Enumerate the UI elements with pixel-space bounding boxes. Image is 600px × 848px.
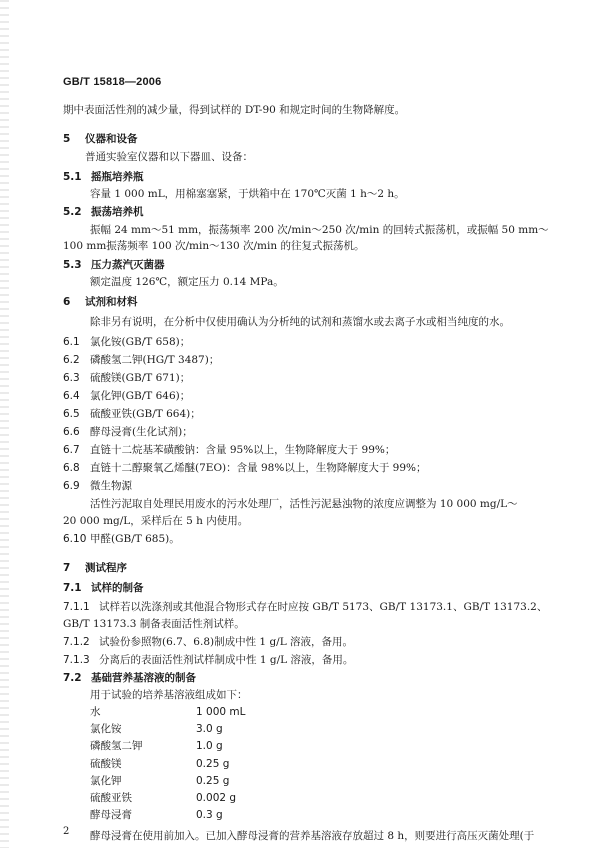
section-5-1-title: 摇瓶培养瓶 — [91, 171, 144, 183]
section-7-title: 测试程序 — [85, 562, 127, 574]
section-7-heading — [63, 562, 127, 575]
clause-text: 试验份参照物(6.7、6.8)制成中性 1 g/L 溶液，备用。 — [99, 636, 354, 648]
component-name: 氯化钾 — [90, 774, 122, 787]
continued-paragraph: 期中表面活性剂的减少量，得到试样的 DT-90 和规定时间的生物降解度。 — [63, 104, 406, 116]
clause-text: 试样若以洗涤剂或其他混合物形式存在时应按 GB/T 5173、GB/T 13173.1、GB/T 13173.2、 — [99, 601, 548, 613]
nutrient-medium-table — [90, 704, 245, 824]
section-5-3-number: 5.3 — [63, 259, 82, 271]
list-item-6-8 — [63, 462, 427, 475]
section-6-heading — [63, 296, 138, 309]
table-row — [90, 738, 245, 755]
section-7-2-heading — [63, 672, 196, 685]
list-item-number: 6.4 — [63, 390, 80, 402]
clause-number: 7.1.2 — [63, 636, 90, 648]
section-5-title: 仪器和设备 — [85, 133, 138, 145]
list-item-6-3 — [63, 372, 190, 385]
scan-edge-artifact — [0, 0, 9, 848]
component-name: 水 — [90, 706, 101, 719]
list-item-text: 直链十二醇聚氧乙烯醚(7EO)：含量 98%以上，生物降解度大于 99%； — [90, 462, 427, 474]
list-item-text: 直链十二烷基苯磺酸钠：含量 95%以上，生物降解度大于 99%； — [90, 444, 396, 456]
section-5-intro: 普通实验室仪器和以下器皿、设备： — [85, 151, 253, 163]
section-6-number: 6 — [63, 296, 71, 308]
list-item-text: 酵母浸膏(生化试剂)； — [90, 426, 193, 438]
section-5-1-number: 5.1 — [63, 171, 82, 183]
section-5-2-title: 振荡培养机 — [91, 206, 144, 218]
list-item-text: 硫酸亚铁(GB/T 664)； — [90, 408, 201, 420]
list-item-text: 微生物源 — [90, 480, 132, 492]
list-item-number: 6.8 — [63, 462, 80, 474]
list-item-number: 6.10 — [63, 533, 87, 545]
component-name: 硫酸亚铁 — [90, 791, 132, 804]
section-7-2-note: 酵母浸膏在使用前加入。已加入酵母浸膏的营养基溶液存放超过 8 h，则要进行高压灭菌处理(于 — [90, 830, 535, 842]
section-6-title: 试剂和材料 — [85, 296, 138, 308]
section-7-1-title: 试样的制备 — [91, 582, 144, 594]
list-item-text: 甲醛(GB/T 685)。 — [90, 533, 180, 545]
list-item-6-7 — [63, 444, 395, 457]
section-7-1-3 — [63, 654, 353, 667]
section-7-2-title: 基础营养基溶液的制备 — [91, 672, 196, 684]
section-7-1-1-line1 — [63, 601, 547, 614]
list-item-number: 6.5 — [63, 408, 80, 420]
section-6-9-text-line2: 20 000 mg/L，采样后在 5 h 内使用。 — [63, 515, 249, 527]
section-5-2-text-line2: 100 mm振荡频率 100 次/min～130 次/min 的往复式振荡机。 — [63, 240, 365, 252]
component-name: 磷酸氢二钾 — [90, 740, 143, 753]
section-5-heading — [63, 133, 138, 146]
section-5-1-text: 容量 1 000 mL，用棉塞塞紧，于烘箱中在 170℃灭菌 1 h～2 h。 — [90, 188, 405, 200]
list-item-text: 硫酸镁(GB/T 671)； — [90, 372, 191, 384]
list-item-6-9 — [63, 480, 132, 493]
section-7-1-1-line2: GB/T 13173.3 制备表面活性剂试样。 — [63, 618, 245, 630]
component-amount: 0.002 g — [196, 791, 237, 804]
section-6-intro: 除非另有说明，在分析中仅使用确认为分析纯的试剂和蒸馏水或去离子水或相当纯度的水。 — [90, 316, 510, 328]
list-item-6-2 — [63, 354, 219, 367]
list-item-text: 氯化铵(GB/T 658)； — [90, 336, 191, 348]
table-row — [90, 773, 245, 790]
list-item-number: 6.2 — [63, 354, 80, 366]
section-7-2-intro: 用于试验的培养基溶液组成如下： — [90, 689, 248, 701]
component-amount: 0.25 g — [196, 774, 230, 787]
component-amount: 0.3 g — [196, 809, 223, 822]
section-7-1-number: 7.1 — [63, 582, 82, 594]
component-amount: 1.0 g — [196, 740, 223, 753]
table-row — [90, 790, 245, 807]
list-item-number: 6.7 — [63, 444, 80, 456]
component-amount: 1 000 mL — [196, 706, 246, 719]
list-item-6-6 — [63, 426, 193, 439]
section-5-2-text-line1: 振幅 24 mm～51 mm，振荡频率 200 次/min～250 次/min 的回转式振荡机，或振幅 50 mm～ — [90, 224, 549, 236]
list-item-number: 6.1 — [63, 336, 80, 348]
page-number: 2 — [63, 826, 70, 837]
list-item-number: 6.3 — [63, 372, 80, 384]
section-5-2-heading — [63, 206, 144, 219]
list-item-number: 6.6 — [63, 426, 80, 438]
component-name: 氯化铵 — [90, 723, 122, 736]
section-7-number: 7 — [63, 562, 71, 574]
list-item-number: 6.9 — [63, 480, 80, 492]
clause-number: 7.1.1 — [63, 601, 90, 613]
clause-text: 分离后的表面活性剂试样制成中性 1 g/L 溶液，备用。 — [99, 654, 354, 666]
standard-code-header: GB/T 15818—2006 — [63, 76, 162, 88]
list-item-text: 氯化钾(GB/T 646)； — [90, 390, 191, 402]
section-6-9-text-line1: 活性污泥取自处理民用废水的污水处理厂，活性污泥悬浊物的浓度应调整为 10 000 mg/L～ — [90, 498, 518, 510]
section-7-2-number: 7.2 — [63, 672, 82, 684]
list-item-text: 磷酸氢二钾(HG/T 3487)； — [90, 354, 220, 366]
component-amount: 3.0 g — [196, 723, 223, 736]
component-name: 酵母浸膏 — [90, 809, 132, 822]
clause-number: 7.1.3 — [63, 654, 90, 666]
list-item-6-1 — [63, 336, 190, 349]
component-name: 硫酸镁 — [90, 757, 122, 770]
list-item-6-10 — [63, 533, 180, 546]
section-5-2-number: 5.2 — [63, 206, 82, 218]
table-row — [90, 704, 245, 721]
table-row — [90, 721, 245, 738]
list-item-6-4 — [63, 390, 190, 403]
component-amount: 0.25 g — [196, 757, 230, 770]
section-5-3-text: 额定温度 126℃，额定压力 0.14 MPa。 — [90, 276, 284, 288]
table-row — [90, 756, 245, 773]
table-row — [90, 807, 245, 824]
list-item-6-5 — [63, 408, 201, 421]
section-5-3-title: 压力蒸汽灭菌器 — [91, 259, 165, 271]
section-5-3-heading — [63, 259, 165, 272]
section-7-1-heading — [63, 582, 144, 595]
section-5-1-heading — [63, 171, 144, 184]
section-5-number: 5 — [63, 133, 71, 145]
section-7-1-2 — [63, 636, 353, 649]
